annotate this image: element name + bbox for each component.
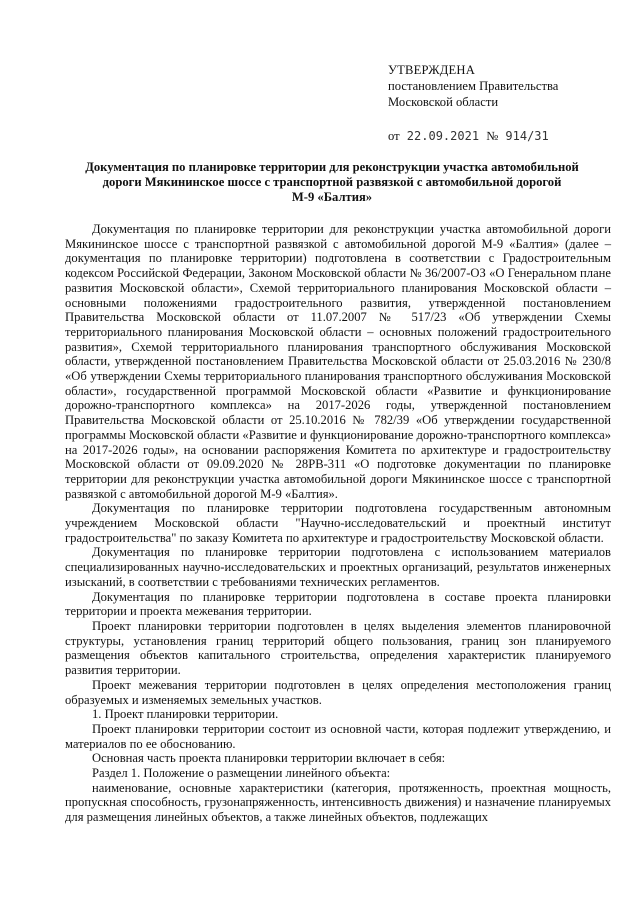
- paragraph: 1. Проект планировки территории.: [92, 707, 279, 722]
- paragraph: Проект планировки территории подготовлен в целях выделения элементов планировочной структуры, установления границ территорий общего пользования, границ зон планируемого размещения объектов капитального строительства, определения характеристик планируемого развития территории.: [65, 618, 611, 678]
- paragraph: Документация по планировке территории для реконструкции участка автомобильной дороги Мякининское шоссе с транспортной развязкой с автомобильной дорогой М-9 «Балтия» (далее – документация по планировке территории) подготовлена в соответствии с Градостроительным кодексом Российской Федерации, Законом Московской области № 36/2007-ОЗ «О Генеральном плане развития Московской области», Схемой территориального планирования Московской области – основными положениями градостроительного развития, утвержденной постановлением Правительства Московской области от 11.07.2007 № 517/23 «Об утверждении Схемы территориального планирования Московской области – основных положений градостроительного развития», Схемой территориального планирования транспортного обслуживания Московской области, утвержденной постановлением Правительства Московской области от 25.03.2016 № 230/8 «Об утверждении Схемы территориального планирования транспортного обслуживания Московской области», государственной программой Московской области «Развитие и функционирование дорожно-транспортного комплекса» на 2017-2026 годы, утвержденной постановлением Правительства Московской области от 25.10.2016 № 782/39 «Об утверждении государственной программы Московской области «Развитие и функционирование дорожно-транспортного комплекса» на 2017-2026 годы», на основании распоряжения Комитета по архитектуре и градостроительству Московской области от 09.09.2020 № 28РВ-311 «О подготовке документации по планировке территории для реконструкции участка автомобильной дороги Мякининское шоссе с транспортной развязкой с автомобильной дорогой М-9 «Балтия».: [65, 222, 611, 501]
- paragraph: Основная часть проекта планировки территории включает в себя:: [92, 751, 446, 766]
- document-body: [65, 222, 611, 825]
- paragraph: Проект межевания территории подготовлен в целях определения местоположения границ образуемых и изменяемых земельных участков.: [65, 677, 611, 707]
- paragraph: Документация по планировке территории подготовлена в составе проекта планировки территории и проекта межевания территории.: [65, 589, 611, 619]
- paragraph: наименование, основные характеристики (категория, протяженность, проектная мощность, пропускная способность, грузонапряженность, интенсивность движения) и назначение планируемых для размещения линейных объектов, а также линейных объектов, подлежащих: [65, 780, 611, 825]
- paragraph: Раздел 1. Положение о размещении линейного объекта:: [92, 766, 391, 781]
- approval-stamp: [388, 62, 558, 110]
- document-number: 914/31: [505, 129, 549, 143]
- approval-heading: УТВЕРЖДЕНА: [388, 63, 476, 77]
- document-number-line: [388, 129, 553, 144]
- approval-region: Московской области: [388, 95, 499, 109]
- title-line: М-9 «Балтия»: [291, 190, 373, 204]
- number-sign: №: [486, 129, 499, 143]
- paragraph: Проект планировки территории состоит из основной части, которая подлежит утверждению, и материалов по ее обоснованию.: [65, 721, 611, 751]
- date-prefix: от: [388, 129, 400, 143]
- document-date: 22.09.2021: [406, 129, 480, 143]
- approval-authority: постановлением Правительства: [388, 79, 559, 93]
- paragraph: Документация по планировке территории подготовлена с использованием материалов специализированных научно-исследовательских и проектных организаций, результатов инженерных изысканий, в соответствии с требованиями технических регламентов.: [65, 545, 611, 589]
- title-line: дороги Мякининское шоссе с транспортной развязкой с автомобильной дорогой: [102, 175, 562, 189]
- document-title: [72, 160, 592, 205]
- paragraph: Документация по планировке территории подготовлена государственным автономным учреждением Московской области "Научно-исследовательский и проектный институт градостроительства" по заказу Комитета по архитектуре и градостроительству Московской области.: [65, 501, 611, 545]
- title-line: Документация по планировке территории для реконструкции участка автомобильной: [85, 160, 579, 174]
